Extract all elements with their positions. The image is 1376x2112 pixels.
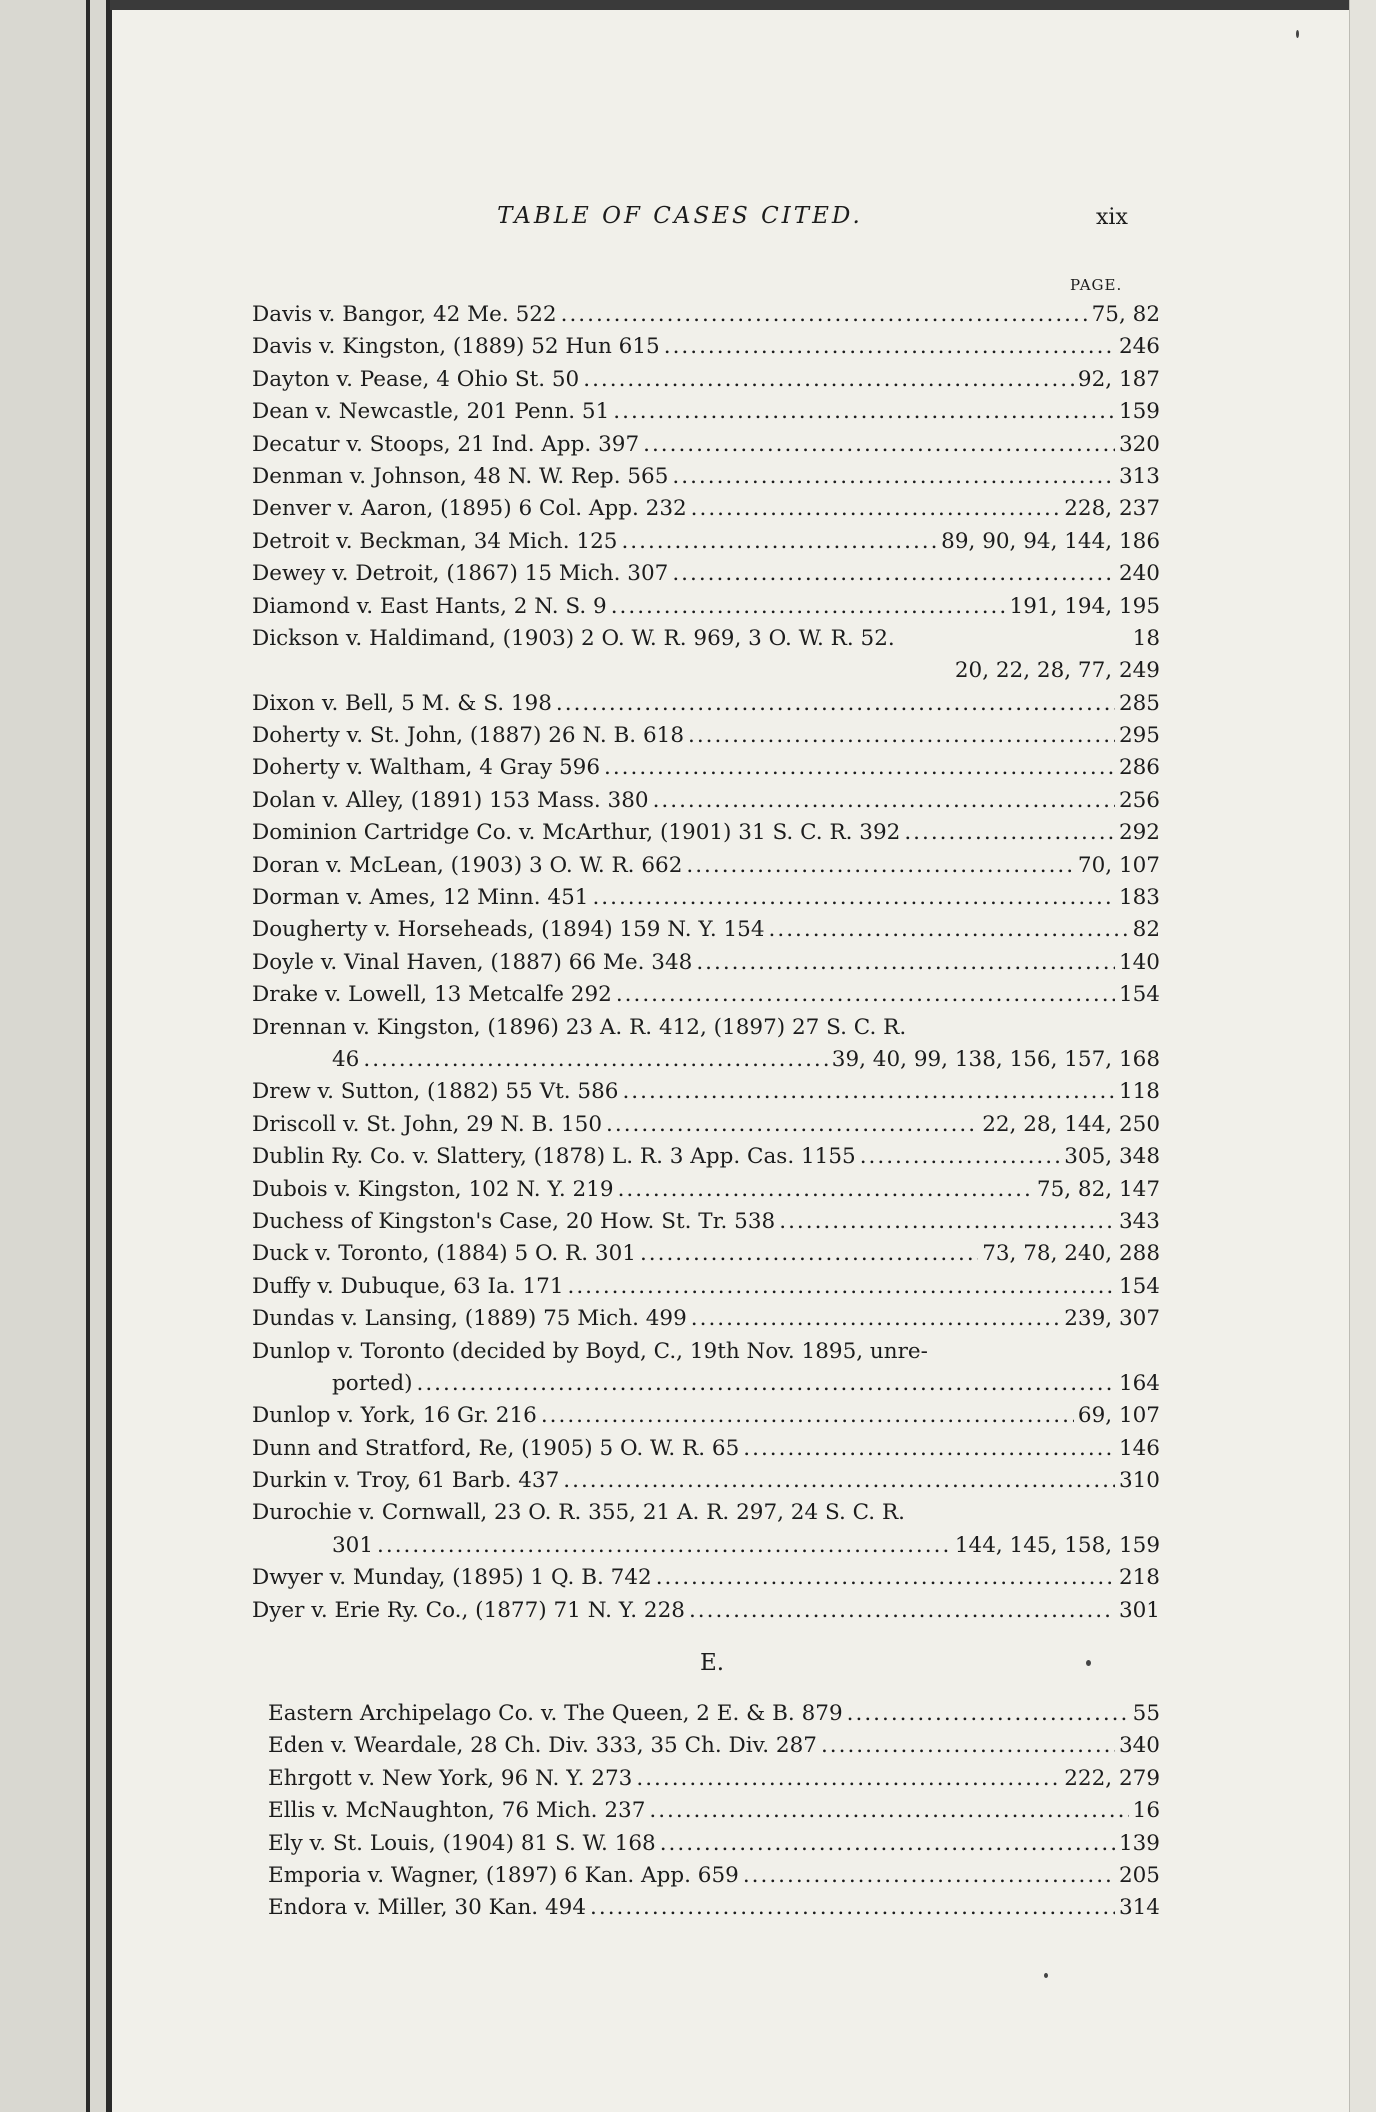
dot-leader <box>636 1766 1060 1791</box>
case-entry <box>252 1015 1160 1047</box>
case-entry <box>252 1209 1160 1241</box>
scan-speck <box>1086 1660 1091 1666</box>
page-number: xix <box>1096 205 1128 230</box>
case-entry <box>252 1565 1160 1597</box>
page-references: 295 <box>1118 723 1160 749</box>
dot-leader <box>541 1403 1074 1428</box>
case-citation: Eastern Archipelago Co. v. The Queen, 2 E. & B. 879 <box>268 1701 843 1726</box>
case-entry <box>252 1306 1160 1338</box>
case-entry <box>268 1863 1160 1895</box>
page-references: 39, 40, 99, 138, 156, 157, 168 <box>831 1046 1160 1072</box>
page-references: 343 <box>1118 1208 1160 1234</box>
dot-leader <box>696 950 1115 975</box>
case-citation: Duchess of Kingston's Case, 20 How. St. Tr. 538 <box>252 1208 776 1234</box>
case-entry <box>252 1047 1160 1079</box>
dot-leader <box>653 788 1115 813</box>
dot-leader <box>904 820 1115 845</box>
case-entry <box>252 917 1160 949</box>
page-references: 70, 107 <box>1077 852 1160 878</box>
page-references: 139 <box>1118 1830 1160 1856</box>
case-citation: Davis v. Bangor, 42 Me. 522 <box>252 302 557 327</box>
running-head-title: TABLE OF CASES CITED. <box>497 203 863 229</box>
case-citation: Dixon v. Bell, 5 M. & S. 198 <box>252 690 552 716</box>
case-citation: Dubois v. Kingston, 102 N. Y. 219 <box>252 1176 614 1202</box>
case-entry <box>252 334 1160 366</box>
page-references: 218 <box>1118 1565 1160 1591</box>
section-letter-e: E. <box>700 1650 725 1676</box>
page-references: 73, 78, 240, 288 <box>982 1241 1160 1267</box>
case-citation: Dewey v. Detroit, (1867) 15 Mich. 307 <box>252 561 669 587</box>
case-citation: Dunn and Stratford, Re, (1905) 5 O. W. R. 65 <box>252 1435 740 1461</box>
dot-leader <box>363 1047 827 1072</box>
dot-leader <box>649 1798 1128 1823</box>
case-entry <box>252 1533 1160 1565</box>
case-entry <box>252 626 1160 658</box>
page-references: 89, 90, 94, 144, 186 <box>941 528 1160 554</box>
page-references: 240 <box>1118 561 1160 587</box>
case-entry <box>252 1468 1160 1500</box>
case-citation: Decatur v. Stoops, 21 Ind. App. 397 <box>252 431 640 457</box>
dot-leader <box>860 1144 1061 1169</box>
dot-leader <box>672 561 1115 586</box>
case-entry <box>252 691 1160 723</box>
case-entry <box>252 1436 1160 1468</box>
page-references: 310 <box>1118 1468 1160 1494</box>
case-citation: Denman v. Johnson, 48 N. W. Rep. 565 <box>252 463 669 489</box>
case-entry <box>252 982 1160 1014</box>
page-references: 118 <box>1118 1079 1160 1105</box>
case-citation: Detroit v. Beckman, 34 Mich. 125 <box>252 528 618 554</box>
case-entry <box>252 1339 1160 1371</box>
case-citation: Diamond v. East Hants, 2 N. S. 9 <box>252 593 607 619</box>
case-entry <box>252 853 1160 885</box>
gutter-line <box>86 0 90 2112</box>
case-citation: Dominion Cartridge Co. v. McArthur, (1901) 31 S. C. R. 392 <box>252 820 901 846</box>
case-entry <box>252 561 1160 593</box>
dot-leader <box>660 1831 1115 1856</box>
page-references: 20, 22, 28, 77, 249 <box>954 658 1160 684</box>
dot-leader <box>640 1241 978 1266</box>
dot-leader <box>743 1436 1115 1461</box>
case-citation: Durkin v. Troy, 61 Barb. 437 <box>252 1468 560 1494</box>
dot-leader <box>691 1306 1060 1331</box>
case-citation: ported) <box>332 1370 413 1396</box>
case-entry <box>252 658 1160 690</box>
page-references: 159 <box>1118 399 1160 425</box>
case-entry <box>252 755 1160 787</box>
dot-leader <box>613 399 1115 424</box>
case-entry <box>252 464 1160 496</box>
case-citation: Doherty v. Waltham, 4 Gray 596 <box>252 755 600 781</box>
case-citation: Drennan v. Kingston, (1896) 23 A. R. 412, (1897) 27 S. C. R. <box>252 1014 907 1040</box>
case-citation: Dayton v. Pease, 4 Ohio St. 50 <box>252 366 580 392</box>
case-entry <box>252 1144 1160 1176</box>
dot-leader <box>417 1371 1115 1396</box>
case-citation: Doyle v. Vinal Haven, (1887) 66 Me. 348 <box>252 949 693 975</box>
case-citation: Dublin Ry. Co. v. Slattery, (1878) L. R. 3 App. Cas. 1155 <box>252 1144 856 1170</box>
page-references: 246 <box>1118 334 1160 360</box>
dot-leader <box>377 1533 951 1558</box>
case-citation: Doherty v. St. John, (1887) 26 N. B. 618 <box>252 723 685 749</box>
dot-leader <box>611 594 1006 619</box>
dot-leader <box>604 755 1115 780</box>
case-citation: 301 <box>332 1532 374 1558</box>
case-citation: Doran v. McLean, (1903) 3 O. W. R. 662 <box>252 852 683 878</box>
dot-leader <box>583 367 1074 392</box>
case-list-e <box>268 1701 1160 1928</box>
case-citation: Duck v. Toronto, (1884) 5 O. R. 301 <box>252 1241 636 1267</box>
page-references: 16 <box>1132 1798 1160 1824</box>
page-references: 154 <box>1118 982 1160 1008</box>
case-citation: Drew v. Sutton, (1882) 55 Vt. 586 <box>252 1079 619 1105</box>
case-entry <box>252 885 1160 917</box>
scan-speck <box>1044 1973 1048 1978</box>
case-entry <box>252 1241 1160 1273</box>
case-entry <box>252 432 1160 464</box>
case-entry <box>268 1733 1160 1765</box>
case-citation: Dwyer v. Munday, (1895) 1 Q. B. 742 <box>252 1565 652 1591</box>
page-references: 205 <box>1118 1862 1160 1888</box>
page-references: 314 <box>1118 1895 1160 1921</box>
dot-leader <box>616 982 1115 1007</box>
page-references: 82 <box>1132 917 1160 943</box>
case-citation: Denver v. Aaron, (1895) 6 Col. App. 232 <box>252 496 687 522</box>
case-entry <box>268 1798 1160 1830</box>
case-citation: Dickson v. Haldimand, (1903) 2 O. W. R. 969, 3 O. W. R. 52. <box>252 625 895 651</box>
case-list-d <box>252 302 1160 1630</box>
dot-leader <box>689 1598 1115 1623</box>
dot-leader <box>563 1468 1115 1493</box>
page-references: 256 <box>1118 787 1160 813</box>
case-entry <box>252 496 1160 528</box>
case-citation: Ehrgott v. New York, 96 N. Y. 273 <box>268 1765 633 1791</box>
case-entry <box>268 1831 1160 1863</box>
page-references: 164 <box>1118 1370 1160 1396</box>
page-references: 301 <box>1118 1597 1160 1623</box>
case-citation: Dorman v. Ames, 12 Minn. 451 <box>252 885 589 911</box>
case-entry <box>268 1701 1160 1733</box>
case-entry <box>252 399 1160 431</box>
case-citation: Durochie v. Cornwall, 23 O. R. 355, 21 A. R. 297, 24 S. C. R. <box>252 1500 905 1526</box>
case-entry <box>268 1766 1160 1798</box>
case-citation: Emporia v. Wagner, (1897) 6 Kan. App. 659 <box>268 1862 739 1888</box>
case-citation: Dyer v. Erie Ry. Co., (1877) 71 N. Y. 228 <box>252 1597 685 1623</box>
dot-leader <box>622 1079 1115 1104</box>
case-citation: Dunlop v. York, 16 Gr. 216 <box>252 1403 537 1429</box>
case-entry <box>252 1403 1160 1435</box>
case-entry <box>252 1500 1160 1532</box>
case-citation: Endora v. Miller, 30 Kan. 494 <box>268 1895 587 1921</box>
case-entry <box>252 1112 1160 1144</box>
case-citation: Duffy v. Dubuque, 63 Ia. 171 <box>252 1273 564 1299</box>
case-entry <box>252 820 1160 852</box>
dot-leader <box>847 1701 1129 1726</box>
page-column-header: PAGE. <box>1070 276 1123 294</box>
book-gutter <box>0 0 110 2112</box>
dot-leader <box>621 529 937 554</box>
case-citation: Ellis v. McNaughton, 76 Mich. 237 <box>268 1798 646 1824</box>
page-references: 183 <box>1118 885 1160 911</box>
dot-leader <box>664 334 1115 359</box>
dot-leader <box>672 464 1115 489</box>
case-citation: Drake v. Lowell, 13 Metcalfe 292 <box>252 982 612 1008</box>
page-references: 22, 28, 144, 250 <box>982 1111 1160 1137</box>
case-entry <box>252 950 1160 982</box>
case-citation: Dundas v. Lansing, (1889) 75 Mich. 499 <box>252 1306 687 1332</box>
dot-leader <box>643 432 1115 457</box>
dot-leader <box>568 1274 1115 1299</box>
case-citation: Dolan v. Alley, (1891) 153 Mass. 380 <box>252 787 649 813</box>
page-references: 144, 145, 158, 159 <box>954 1532 1160 1558</box>
case-citation: Dougherty v. Horseheads, (1894) 159 N. Y. 154 <box>252 917 765 943</box>
page-references: 305, 348 <box>1064 1144 1160 1170</box>
case-entry <box>252 1274 1160 1306</box>
dot-leader <box>561 302 1088 327</box>
dot-leader <box>686 853 1074 878</box>
scan-top-edge <box>110 0 1350 10</box>
case-citation: Dunlop v. Toronto (decided by Boyd, C., 19th Nov. 1895, unre- <box>252 1338 928 1364</box>
case-citation: Driscoll v. St. John, 29 N. B. 150 <box>252 1111 603 1137</box>
dot-leader <box>656 1565 1115 1590</box>
page-references: 75, 82 <box>1091 302 1160 327</box>
page-references: 55 <box>1132 1701 1160 1726</box>
case-citation: Davis v. Kingston, (1889) 52 Hun 615 <box>252 334 660 360</box>
case-entry <box>252 367 1160 399</box>
page-references: 146 <box>1118 1435 1160 1461</box>
case-citation: Eden v. Weardale, 28 Ch. Div. 333, 35 Ch. Div. 287 <box>268 1733 817 1759</box>
dot-leader <box>691 496 1061 521</box>
dot-leader <box>821 1733 1115 1758</box>
page-references: 285 <box>1118 690 1160 716</box>
dot-leader <box>743 1863 1115 1888</box>
dot-leader <box>779 1209 1115 1234</box>
case-citation: Ely v. St. Louis, (1904) 81 S. W. 168 <box>268 1830 656 1856</box>
dot-leader <box>592 885 1115 910</box>
case-citation: Dean v. Newcastle, 201 Penn. 51 <box>252 399 610 425</box>
page-references: 191, 194, 195 <box>1009 593 1160 619</box>
page-references: 92, 187 <box>1077 366 1160 392</box>
case-entry <box>252 1079 1160 1111</box>
page-references: 69, 107 <box>1077 1403 1160 1429</box>
dot-leader <box>769 917 1129 942</box>
case-citation: 46 <box>332 1046 360 1072</box>
page-references: 75, 82, 147 <box>1036 1176 1160 1202</box>
page-references: 18 <box>1132 625 1160 651</box>
page-references: 140 <box>1118 949 1160 975</box>
page-references: 320 <box>1118 431 1160 457</box>
page-references: 340 <box>1118 1733 1160 1759</box>
scan-speck <box>1296 30 1299 38</box>
case-entry <box>252 723 1160 755</box>
page-references: 222, 279 <box>1064 1765 1160 1791</box>
case-entry <box>252 788 1160 820</box>
dot-leader <box>688 723 1115 748</box>
page-references: 292 <box>1118 820 1160 846</box>
case-entry <box>252 1177 1160 1209</box>
dot-leader <box>618 1177 1033 1202</box>
page-references: 154 <box>1118 1273 1160 1299</box>
case-entry <box>252 529 1160 561</box>
dot-leader <box>556 691 1115 716</box>
gutter-edge <box>106 0 112 2112</box>
page-references: 313 <box>1118 463 1160 489</box>
page-references: 239, 307 <box>1064 1306 1160 1332</box>
page-right-edge <box>1349 0 1376 2112</box>
case-entry <box>252 594 1160 626</box>
dot-leader <box>606 1112 978 1137</box>
dot-leader <box>590 1895 1115 1920</box>
case-entry <box>252 1371 1160 1403</box>
case-entry <box>252 302 1160 334</box>
page-references: 286 <box>1118 755 1160 781</box>
case-entry <box>268 1895 1160 1927</box>
page-references: 228, 237 <box>1064 496 1160 522</box>
case-entry <box>252 1598 1160 1630</box>
